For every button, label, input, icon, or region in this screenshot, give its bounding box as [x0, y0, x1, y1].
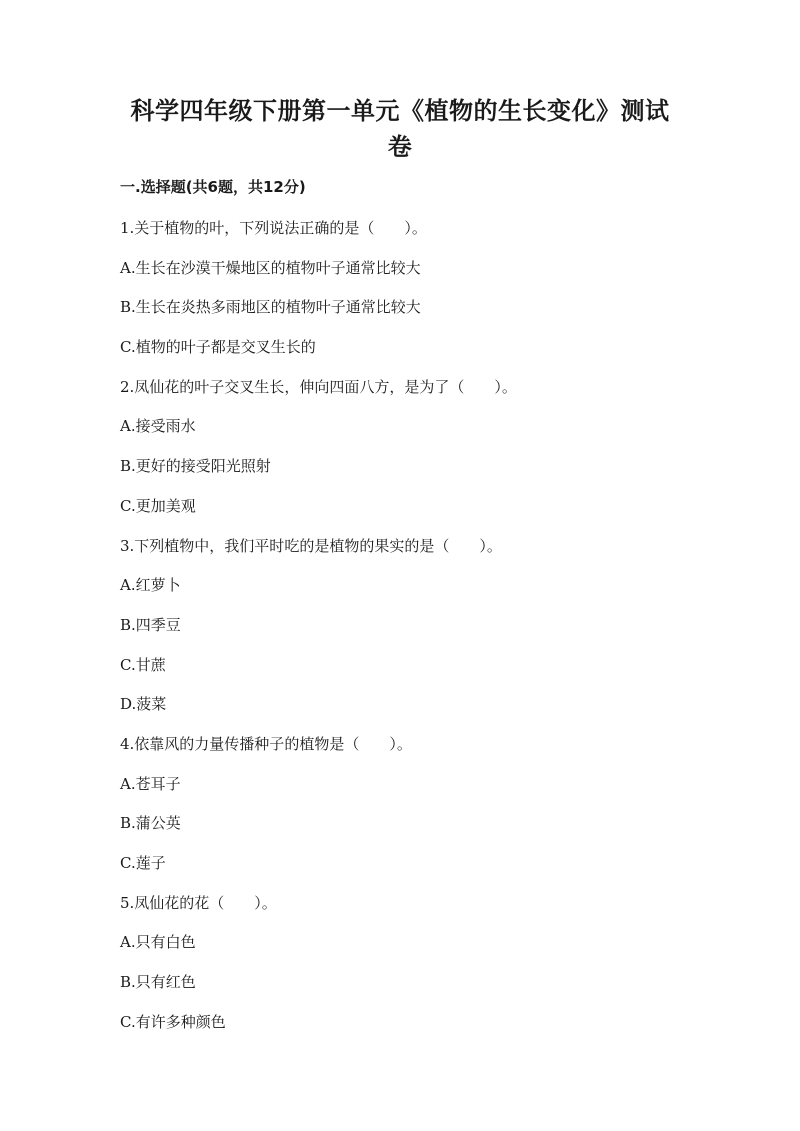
answer-option: B.蒲公英	[120, 814, 181, 833]
section-heading: 一.选择题(共6题，共12分)	[120, 178, 306, 196]
answer-option: C.甘蔗	[120, 655, 166, 674]
answer-option: C.更加美观	[120, 496, 196, 515]
answer-option: A.苍耳子	[120, 774, 181, 793]
answer-option: A.接受雨水	[120, 417, 196, 436]
answer-option: B.四季豆	[120, 615, 181, 634]
answer-option: C.有许多种颜色	[120, 1012, 226, 1031]
answer-option: D.菠菜	[120, 695, 167, 714]
question-stem: 1.关于植物的叶，下列说法正确的是（ ）。	[120, 219, 427, 237]
question-stem: 2.凤仙花的叶子交叉生长，伸向四面八方，是为了（ ）。	[120, 377, 517, 396]
answer-option: A.生长在沙漠干燥地区的植物叶子通常比较大	[120, 258, 421, 277]
question-list	[120, 217, 740, 1050]
answer-option: A.只有白色	[120, 933, 196, 952]
answer-option: C.植物的叶子都是交叉生长的	[120, 338, 316, 357]
answer-option: C.莲子	[120, 854, 166, 872]
question-stem: 4.依靠风的力量传播种子的植物是（ ）。	[120, 734, 412, 753]
answer-option: B.更好的接受阳光照射	[120, 457, 271, 476]
answer-option: B.生长在炎热多雨地区的植物叶子通常比较大	[120, 298, 421, 317]
question-stem: 3.下列植物中，我们平时吃的是植物的果实的是（ ）。	[120, 536, 502, 555]
question-stem: 5.凤仙花的花（ ）。	[120, 893, 277, 912]
page-title: 科学四年级下册第一单元《植物的生长变化》测试卷	[130, 97, 670, 161]
answer-option: B.只有红色	[120, 973, 196, 992]
answer-option: A.红萝卜	[120, 576, 181, 595]
